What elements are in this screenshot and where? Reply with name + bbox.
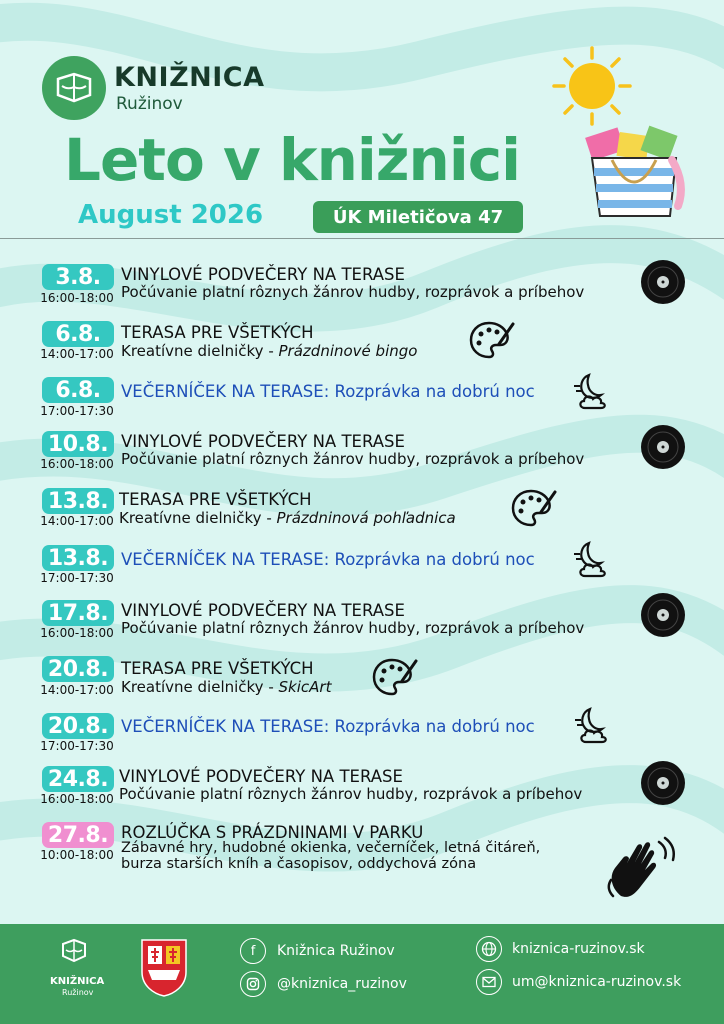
vinyl-record-icon xyxy=(640,424,686,470)
event-description-line: burza starších kníh a časopisov, oddychová zóna xyxy=(121,856,477,872)
paint-palette-icon xyxy=(469,320,515,360)
event-time: 16:00-18:00 xyxy=(40,792,114,806)
event-date: 13.8. xyxy=(42,488,114,514)
event-description: Počúvanie platní rôznych žánrov hudby, rozprávok a príbehov xyxy=(121,450,585,468)
instagram-icon xyxy=(240,971,266,997)
event-time: 16:00-18:00 xyxy=(40,626,114,640)
district-coat-of-arms-icon xyxy=(140,938,188,998)
email-link[interactable]: um@kniznica-ruzinov.sk xyxy=(512,974,682,990)
footer-logo-subtitle: Ružinov xyxy=(62,988,94,997)
vinyl-record-icon xyxy=(640,760,686,806)
event-time: 16:00-18:00 xyxy=(40,457,114,471)
event-title: TERASA PRE VŠETKÝCH xyxy=(121,323,314,342)
logo-name: KNIŽNICA xyxy=(114,62,265,93)
event-description: Kreatívne dielničky - Prázdninová pohľadnica xyxy=(119,509,456,527)
event-date: 6.8. xyxy=(42,321,114,347)
facebook-icon: f xyxy=(240,938,266,964)
vinyl-record-icon xyxy=(640,592,686,638)
event-date: 20.8. xyxy=(42,713,114,739)
instagram-link[interactable]: @kniznica_ruzinov xyxy=(277,976,407,992)
event-time: 16:00-18:00 xyxy=(40,291,114,305)
event-date: 24.8. xyxy=(42,766,114,792)
event-description: Kreatívne dielničky - SkicArt xyxy=(121,678,332,696)
event-title: ROZLÚČKA S PRÁZDNINAMI V PARKU xyxy=(121,823,424,842)
paint-palette-icon xyxy=(511,488,557,528)
event-title: VINYLOVÉ PODVEČERY NA TERASE xyxy=(121,265,405,284)
event-time: 17:00-17:30 xyxy=(40,571,114,585)
website-link[interactable]: kniznica-ruzinov.sk xyxy=(512,941,645,957)
event-time: 17:00-17:30 xyxy=(40,404,114,418)
event-date: 20.8. xyxy=(42,656,114,682)
event-description: Počúvanie platní rôznych žánrov hudby, rozprávok a príbehov xyxy=(119,785,583,803)
event-title: VEČERNÍČEK NA TERASE: Rozprávka na dobrú noc xyxy=(121,717,535,736)
footer-logo-name: KNIŽNICA xyxy=(50,976,105,987)
event-title: VEČERNÍČEK NA TERASE: Rozprávka na dobrú noc xyxy=(121,550,535,569)
event-description: Kreatívne dielničky - Prázdninové bingo xyxy=(121,342,418,360)
event-date: 13.8. xyxy=(42,545,114,571)
event-title: VEČERNÍČEK NA TERASE: Rozprávka na dobrú noc xyxy=(121,382,535,401)
moon-cloud-icon xyxy=(571,372,611,412)
facebook-link[interactable]: Knižnica Ružinov xyxy=(277,943,395,959)
event-title: TERASA PRE VŠETKÝCH xyxy=(121,659,314,678)
event-time: 10:00-18:00 xyxy=(40,848,114,862)
event-title: VINYLOVÉ PODVEČERY NA TERASE xyxy=(119,767,403,786)
event-description: Počúvanie platní rôznych žánrov hudby, rozprávok a príbehov xyxy=(121,619,585,637)
event-title: VINYLOVÉ PODVEČERY NA TERASE xyxy=(121,432,405,451)
month-label: August 2026 xyxy=(78,200,264,230)
event-time: 14:00-17:00 xyxy=(40,683,114,697)
event-date: 6.8. xyxy=(42,377,114,403)
logo-subtitle: Ružinov xyxy=(116,94,183,114)
vinyl-record-icon xyxy=(640,259,686,305)
event-description xyxy=(121,840,540,872)
event-date: 17.8. xyxy=(42,600,114,626)
event-description-line: Zábavné hry, hudobné okienka, večerníček, letná čitáreň, xyxy=(121,840,541,856)
paint-palette-icon xyxy=(372,657,418,697)
venue-badge: ÚK Miletičova 47 xyxy=(313,201,523,233)
page-title: Leto v knižnici xyxy=(64,126,520,194)
event-date: 3.8. xyxy=(42,264,114,290)
library-logo-icon xyxy=(60,938,88,964)
event-title: TERASA PRE VŠETKÝCH xyxy=(119,490,312,509)
event-time: 17:00-17:30 xyxy=(40,739,114,753)
event-description: Počúvanie platní rôznych žánrov hudby, rozprávok a príbehov xyxy=(121,283,585,301)
waving-hand-icon xyxy=(607,836,677,902)
event-time: 14:00-17:00 xyxy=(40,514,114,528)
event-date: 27.8. xyxy=(42,822,114,848)
email-icon xyxy=(476,969,502,995)
globe-icon xyxy=(476,936,502,962)
event-date: 10.8. xyxy=(42,431,114,457)
event-time: 14:00-17:00 xyxy=(40,347,114,361)
event-title: VINYLOVÉ PODVEČERY NA TERASE xyxy=(121,601,405,620)
footer xyxy=(0,924,724,1024)
moon-cloud-icon xyxy=(572,706,612,746)
moon-cloud-icon xyxy=(571,540,611,580)
